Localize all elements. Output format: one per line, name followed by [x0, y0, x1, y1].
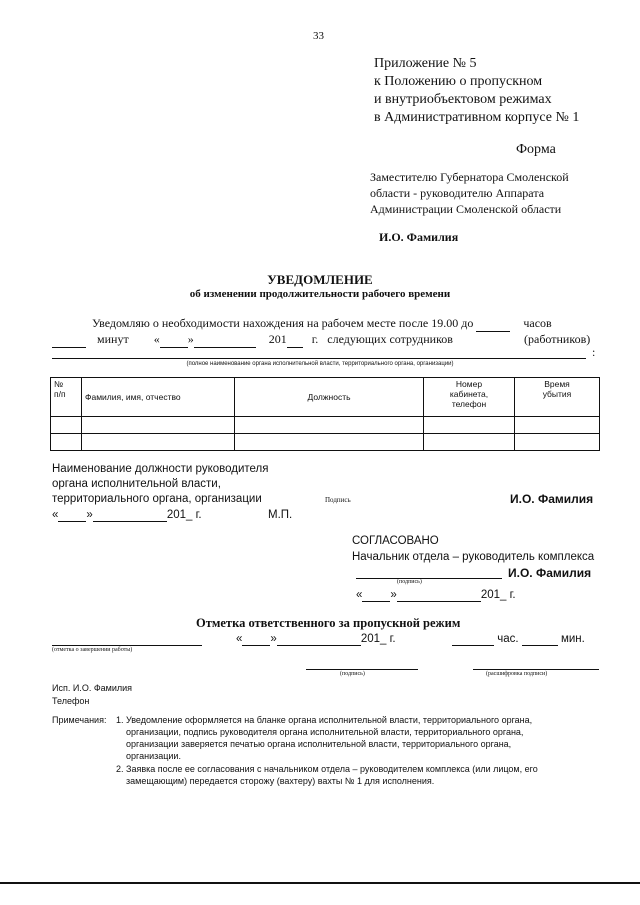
header-position: Должность — [235, 378, 424, 417]
mark-signature-line — [306, 669, 418, 670]
addressee-name: И.О. Фамилия — [379, 230, 459, 244]
date-open-quote: « — [52, 509, 59, 521]
note-1-line-4: организации. — [126, 751, 181, 761]
document-subtitle: об изменении продолжительности рабочего времени — [189, 288, 451, 300]
signature-label: Подпись — [325, 496, 351, 504]
minutes-field — [52, 332, 86, 348]
year-suffix: г. — [311, 332, 319, 346]
month-field — [397, 589, 481, 602]
addressee-line-1: Заместителю Губернатора Смоленской — [370, 170, 569, 184]
head-position-line-3: территориального органа, организации — [52, 493, 262, 505]
date-open-quote: « — [236, 633, 243, 645]
hours-field — [476, 316, 510, 332]
table-cell — [235, 434, 424, 451]
approved-name: И.О. Фамилия — [508, 566, 592, 580]
head-position-line-1: Наименование должности руководителя — [52, 463, 269, 475]
note-2-line-2: замещающим) передается сторожу (вахтеру) вахты № 1 для исполнения. — [126, 776, 435, 786]
addressee-line-3: Администрации Смоленской области — [370, 202, 562, 216]
month-field — [93, 509, 167, 522]
year-label: 201_ г. — [480, 589, 516, 601]
workers-label: (работников) — [524, 332, 591, 346]
table-cell — [51, 434, 82, 451]
hours-label: часов — [523, 316, 552, 330]
bottom-rule — [0, 882, 640, 884]
minutes-field — [522, 633, 558, 646]
appendix-line-3: и внутриобъектовом режимах — [374, 92, 552, 107]
table-cell — [515, 417, 600, 434]
hours-label: час. — [497, 633, 519, 645]
date-close-quote: » — [187, 332, 194, 346]
mark-time — [452, 633, 585, 646]
table-cell — [515, 434, 600, 451]
head-name: И.О. Фамилия — [510, 492, 594, 506]
table-header-row — [51, 378, 600, 417]
note-1-line-2: организации, подпись руководителя органа исполнительной власти, территориального органа, — [126, 727, 524, 737]
minutes-label: мин. — [560, 633, 585, 645]
month-field — [194, 332, 256, 348]
month-field — [277, 633, 361, 646]
date-open-quote: « — [356, 589, 363, 601]
form-label: Форма — [516, 142, 556, 157]
day-field — [160, 332, 188, 348]
minutes-label: минут — [97, 332, 129, 346]
table-cell — [424, 417, 515, 434]
table-cell — [82, 417, 235, 434]
following-label: следующих сотрудников — [327, 332, 453, 346]
header-departure-time: Время убытия — [515, 378, 600, 417]
body-line-2 — [52, 332, 453, 348]
body-line-1 — [92, 316, 552, 332]
year-field — [287, 332, 303, 348]
header-office-phone: Номер кабинета, телефон — [424, 378, 515, 417]
mark-title: Отметка ответственного за пропускной режим — [196, 616, 461, 630]
hours-field — [452, 633, 494, 646]
appendix-line-4: в Административном корпусе № 1 — [374, 110, 580, 125]
note-1-line-1: 1. Уведомление оформляется на бланке органа исполнительной власти, территориального органа, — [116, 715, 533, 725]
executor-phone: Телефон — [52, 696, 90, 706]
approved-signature-caption: (подпись) — [397, 579, 422, 585]
table-row — [51, 417, 600, 434]
mark-decode-caption: (расшифровка подписи) — [486, 671, 548, 677]
date-close-quote: » — [86, 509, 93, 521]
mark-decode-line — [473, 669, 599, 670]
approved-position: Начальник отдела – руководитель комплекса — [352, 551, 595, 563]
year-label: 201_ г. — [166, 509, 202, 521]
notes-label: Примечания: — [52, 715, 107, 725]
appendix-line-1: Приложение № 5 — [374, 56, 477, 71]
header-number: № п/п — [51, 378, 82, 417]
header-fio: Фамилия, имя, отчество — [82, 378, 235, 417]
date-open-quote: « — [153, 332, 160, 346]
table-cell — [82, 434, 235, 451]
colon: : — [592, 345, 596, 359]
mark-completion-caption: (отметка о завершении работы) — [52, 647, 133, 653]
org-caption: (полное наименование органа исполнительной власти, территориального органа, организации) — [186, 361, 454, 367]
employees-table — [50, 377, 600, 451]
page-number: 33 — [313, 30, 324, 42]
year-label: 201_ г. — [360, 633, 396, 645]
document-title: УВЕДОМЛЕНИЕ — [267, 272, 373, 287]
approved-date — [356, 589, 516, 602]
body-text-1: Уведомляю о необходимости нахождения на рабочем месте после 19.00 до — [92, 316, 474, 330]
org-name-line — [52, 358, 586, 359]
table-row — [51, 434, 600, 451]
approved-signature-line — [356, 578, 502, 579]
table-cell — [235, 417, 424, 434]
seal-mark: М.П. — [268, 509, 293, 521]
approved-title: СОГЛАСОВАНО — [352, 535, 439, 547]
executor-name: Исп. И.О. Фамилия — [52, 683, 133, 693]
head-position-line-2: органа исполнительной власти, — [52, 478, 221, 490]
mark-date — [236, 633, 396, 646]
table-cell — [51, 417, 82, 434]
note-1-line-3: организации заверяется печатью органа исполнительной власти, территориального органа, — [126, 739, 512, 749]
mark-completion-line — [52, 645, 202, 646]
note-2-line-1: 2. Заявка после ее согласования с начальником отдела – руководителем комплекса (или лицом, его — [116, 764, 538, 774]
day-field — [58, 509, 86, 522]
head-date — [52, 509, 202, 522]
appendix-line-2: к Положению о пропускном — [374, 74, 543, 89]
year-prefix: 201 — [268, 332, 287, 346]
table-cell — [424, 434, 515, 451]
mark-signature-caption: (подпись) — [340, 671, 365, 677]
addressee-line-2: области - руководителю Аппарата — [370, 186, 545, 200]
day-field — [362, 589, 390, 602]
date-close-quote: » — [390, 589, 397, 601]
day-field — [242, 633, 270, 646]
date-close-quote: » — [270, 633, 277, 645]
